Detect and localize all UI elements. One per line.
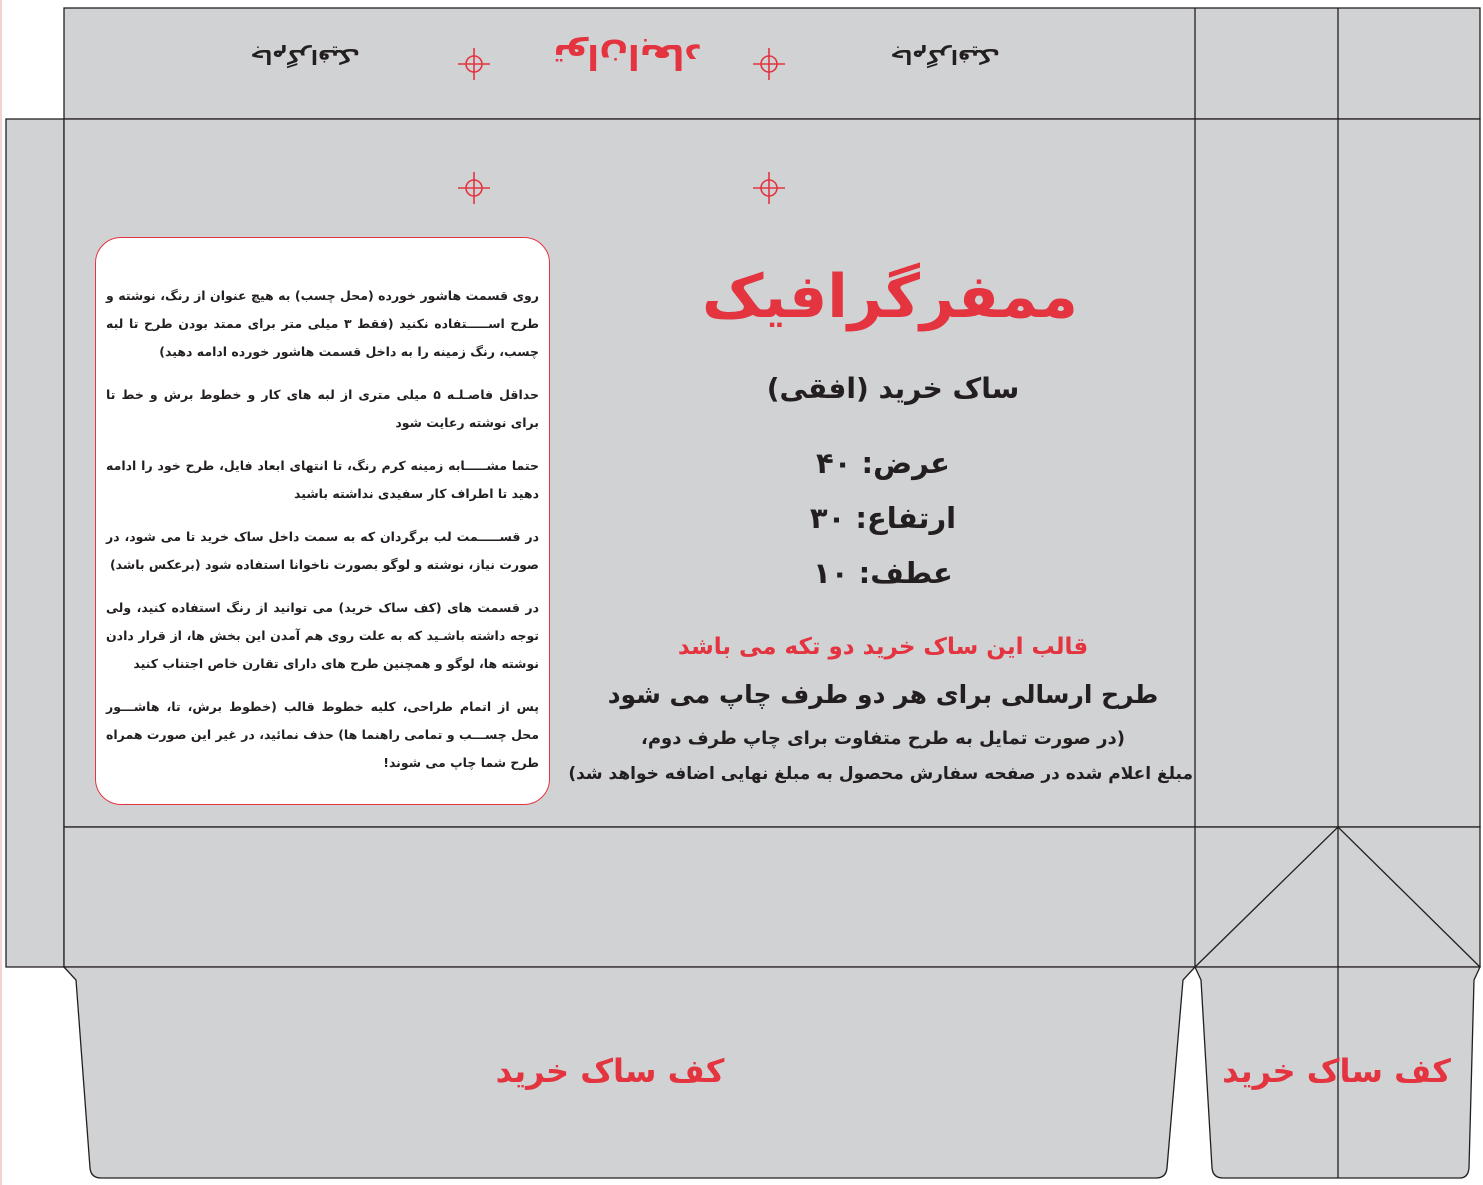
dimension-height: ارتفاع: ۳۰ — [809, 501, 957, 535]
brand-logo: ممفرگرافیک — [702, 262, 1078, 332]
lower-band — [64, 827, 1480, 967]
side-mark-left: جام‌گرافیک — [250, 45, 360, 69]
side-bottom-label: کف ساک خرید — [1222, 1052, 1451, 1090]
instruction-item: پس از اتمام طراحی، کلیه خطوط قالب (خطوط برش، تا، هاشـــور محل چســـب و تمامی راهنما ها) حذف نمائید، در غیر این صورت همراه طرح شما چاپ می شوند! — [106, 699, 539, 770]
instruction-item: حداقل فاصـلـه ۵ میلی متری از لبه های کار و خطوط برش و خط تا برای نوشته رعایت شود — [106, 387, 539, 430]
print-note: طرح ارسالی برای هر دو طرف چاپ می شود — [607, 680, 1159, 709]
extra-note-line2: مبلغ اعلام شده در صفحه سفارش محصول به مبلغ نهایی اضافه خواهد شد) — [568, 764, 1193, 784]
instruction-item: در قســـــمت لب برگردان که به سمت داخل ساک خرید تا می شود، در صورت نیاز، نوشته و لوگو بصورت ناخوانا استفاده شود (برعکس باشد) — [106, 529, 539, 572]
extra-note-line1: (در صورت تمایل به طرح متفاوت برای چاپ طرف دوم، — [640, 728, 1125, 749]
side-mark-right: جام‌گرافیک — [890, 45, 1000, 69]
front-bottom-label: کف ساک خرید — [495, 1052, 725, 1090]
dimension-gusset: عطف: ۱۰ — [813, 556, 953, 590]
instructions-card — [95, 237, 550, 805]
instruction-item: حتما مشـــــابه زمینه کرم رنگ، تا انتهای ابعاد فایل، طرح خود را ادامه دهید تا اطراف کار سفیدی نداشته باشید — [106, 458, 539, 501]
glue-strip — [6, 119, 64, 967]
instruction-item: در قسمت های (کف ساک خرید) می توانید از رنگ استفاده کنید، ولی توجه داشته باشـید که به علت روی هم آمدن این بخش ها، از قرار دادن نوشته ها، لوگو و همچنین طرح های دارای تقارن خاص اجتناب کنید — [106, 600, 539, 671]
dimension-width: عرض: ۴۰ — [816, 446, 950, 480]
template-note: قالب این ساک خرید دو تکه می باشد — [677, 634, 1089, 660]
instruction-item: روی قسمت هاشور خورده (محل چسب) به هیچ عنوان از رنگ، نوشته و طرح اســـــتفاده نکنید (فقط ۳ میلی متر برای ممتد بودن طرح تا لبه چسب، رنگ زمینه را به داخل قسمت هاشور خورده ادامه دهید) — [106, 288, 539, 359]
product-title: ساک خرید (افقی) — [766, 372, 1020, 405]
top-flap-logo: توان‌ابعاد — [553, 36, 702, 76]
